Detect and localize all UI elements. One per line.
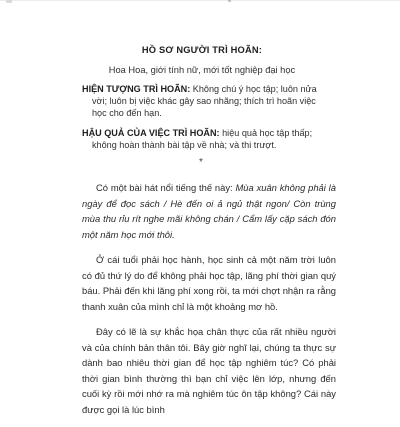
definition-description: hiệu quả học tập thấp; không hoàn thành bài tập về nhà; và thi trượt. [92,128,313,150]
song-quote: Mùa xuân không phải là ngày để đọc sách / Hè đến oi ả ngủ thật ngon/ Còn trùng mùa thu rỉu rít nghe mãi không chán / Cẩm lấy cặp sách đón một năm học mới thôi. [82,182,336,240]
paragraph-song [82,180,336,242]
definition-term: HẬU QUẢ CỦA VIỆC TRÌ HOÃN: [82,128,220,138]
definitions-list [82,83,322,159]
profile-title: HỒ SƠ NGƯỜI TRÌ HOÃN: [141,45,263,55]
previous-page-fragment [0,0,400,7]
definition-symptoms [82,83,322,119]
paragraph-3: Đây có lẽ là sự khắc họa chân thực của rất nhiều người và của chính bản thân tôi. Bây giờ nghĩ lại, chúng ta thực sự dành bao nhiêu thời gian để học tập nghiêm túc? Có phải thời gian bình thường thì bạn chỉ việc lên lớp, nhưng đến cuối kỳ rồi mới nhớ ra mà nghiêm túc ôn tập không? Cái này được gọi là lúc bình [82,326,336,415]
paragraph-2: Ở cái tuổi phải học hành, học sinh cả một năm trời luôn có đủ thứ lý do để không phải học tập, lãng phí thời gian quý báu. Phải đến khi lăng phí xong rồi, ta mới chợt nhận ra rằng thanh xuân của mình chỉ là một khoảng mơ hồ. [82,254,336,312]
profile-subject: Hoa Hoa, giới tính nữ, mới tốt nghiệp đại học [108,65,296,75]
paragraph-lead: Có một bài hát nổi tiếng thế này: [96,182,236,193]
definition-term: HIỆN TƯỢNG TRÌ HOÃN: [82,84,191,94]
definition-consequences [82,127,322,151]
body-text [82,180,336,427]
profile-box [82,44,322,76]
definition-description: Không chú ý học tập; luôn nửa vời; luôn bị việc khác gây sao nhãng; thích trì hoãn việc học cho đến hạn. [92,84,317,118]
fragment-mark-mid [228,0,231,2]
fragment-mark-left [6,0,12,3]
section-separator: * [199,157,203,168]
